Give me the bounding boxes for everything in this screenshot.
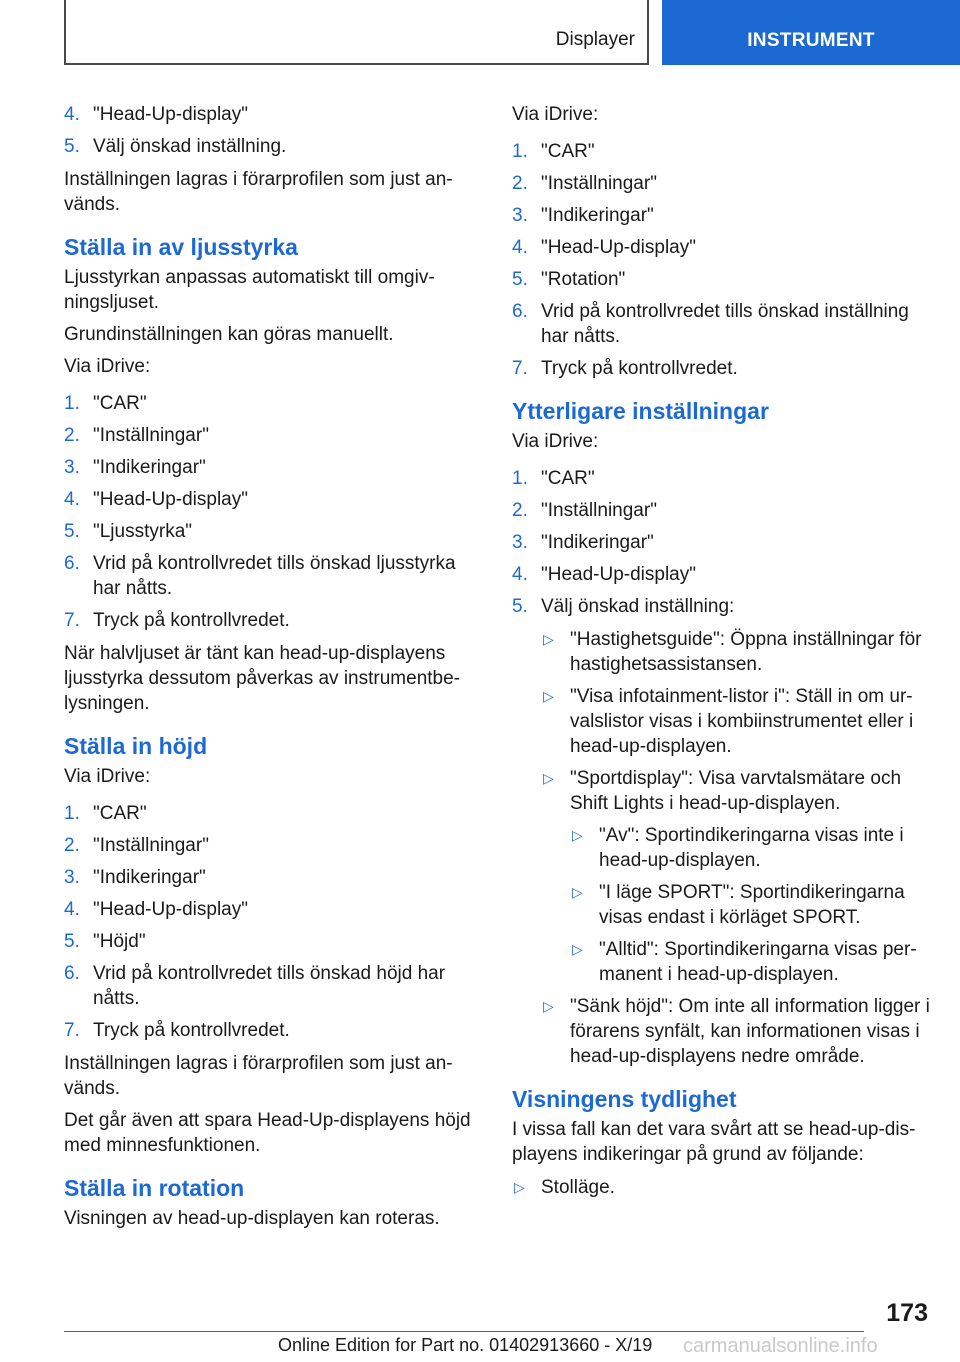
section-heading-brightness: Ställa in av ljusstyrka bbox=[64, 234, 298, 260]
list-item: 4. "Head-Up-display" bbox=[64, 899, 248, 920]
list-item: 2. "Inställningar" bbox=[64, 835, 209, 856]
watermark: carmanualsonline.info bbox=[683, 1335, 878, 1357]
step-number: 3. bbox=[512, 205, 528, 226]
list-item: ▷ "Hastighetsguide": Öppna inställningar för hastighetsassistansen. bbox=[543, 629, 922, 675]
step-number: 2. bbox=[512, 173, 528, 194]
step-number: 2. bbox=[64, 425, 80, 446]
list-item: 3. "Indikeringar" bbox=[64, 867, 206, 888]
step-number: 6. bbox=[512, 301, 528, 322]
paragraph: Grundinställningen kan göras manuellt. bbox=[64, 324, 394, 345]
list-item: 5. Välj önskad inställning. bbox=[64, 136, 287, 157]
list-item: ▷ "Visa infotainment-listor i": Ställ in om ur-valslistor visas i kombiinstrumentet eller i head-up-displayen. bbox=[543, 686, 914, 757]
list-item: 5. "Ljusstyrka" bbox=[64, 521, 193, 542]
options-list bbox=[541, 627, 932, 1069]
step-number: 3. bbox=[64, 867, 80, 888]
list-item: 2. "Inställningar" bbox=[512, 500, 657, 521]
triangle-bullet-icon: ▷ bbox=[543, 631, 554, 647]
paragraph: Via iDrive: bbox=[64, 766, 151, 787]
triangle-bullet-icon: ▷ bbox=[543, 998, 554, 1014]
height-steps bbox=[64, 801, 479, 1043]
step-number: 4. bbox=[64, 899, 80, 920]
list-item: ▷ "Sänk höjd": Om inte all information ligger i förarens synfält, kan informationen visas i head-up-displayens nedre område. bbox=[543, 996, 930, 1067]
page-header bbox=[0, 0, 960, 66]
list-item: 1. "CAR" bbox=[512, 468, 595, 489]
step-number: 1. bbox=[64, 393, 80, 414]
step-number: 6. bbox=[64, 553, 80, 574]
step-number: 5. bbox=[64, 136, 80, 157]
step-number: 3. bbox=[64, 457, 80, 478]
step-number: 4. bbox=[512, 237, 528, 258]
step-number: 1. bbox=[512, 141, 528, 162]
paragraph: Det går även att spara Head-Up-displayens höjd med minnesfunktionen. bbox=[64, 1110, 471, 1156]
list-item: 5. "Höjd" bbox=[64, 931, 146, 952]
header-chapter-tab: INSTRUMENT bbox=[662, 0, 960, 65]
list-item: 4. "Head-Up-display" bbox=[512, 237, 696, 258]
list-item: 1. "CAR" bbox=[64, 393, 147, 414]
footer-divider bbox=[64, 1331, 864, 1332]
step-number: 4. bbox=[64, 489, 80, 510]
paragraph: I vissa fall kan det vara svårt att se head-up-dis-playens indikeringar på grund av följande: bbox=[512, 1119, 916, 1165]
triangle-bullet-icon: ▷ bbox=[514, 1179, 525, 1195]
footer-edition: Online Edition for Part no. 01402913660 - X/19 bbox=[278, 1335, 653, 1355]
list-item: 2. "Inställningar" bbox=[64, 425, 209, 446]
step-number: 7. bbox=[64, 1020, 80, 1041]
step-number: 5. bbox=[64, 521, 80, 542]
list-item: 4. "Head-Up-display" bbox=[512, 564, 696, 585]
step-number: 5. bbox=[512, 269, 528, 290]
step-number: 4. bbox=[64, 104, 80, 125]
list-item: 3. "Indikeringar" bbox=[512, 205, 654, 226]
list-item: 6. Vrid på kontrollvredet tills önskad höjd har nåtts. bbox=[64, 963, 446, 1009]
right-column bbox=[512, 102, 932, 1207]
step-number: 7. bbox=[64, 610, 80, 631]
step-number: 1. bbox=[64, 803, 80, 824]
list-item: 6. Vrid på kontrollvredet tills önskad inställning har nåtts. bbox=[512, 301, 909, 347]
list-item: 6. Vrid på kontrollvredet tills önskad ljusstyrka har nåtts. bbox=[64, 553, 456, 599]
list-item: 7. Tryck på kontrollvredet. bbox=[64, 1020, 290, 1041]
paragraph: Via iDrive: bbox=[512, 431, 599, 452]
list-item: 1. "CAR" bbox=[64, 803, 147, 824]
step-number: 1. bbox=[512, 468, 528, 489]
list-item: ▷ "I läge SPORT": Sportindikeringarna visas endast i körläget SPORT. bbox=[572, 882, 905, 928]
visibility-list bbox=[512, 1175, 932, 1200]
paragraph: Visningen av head-up-displayen kan roteras. bbox=[64, 1208, 440, 1229]
triangle-bullet-icon: ▷ bbox=[572, 884, 583, 900]
triangle-bullet-icon: ▷ bbox=[543, 770, 554, 786]
step-number: 2. bbox=[512, 500, 528, 521]
step-number: 7. bbox=[512, 358, 528, 379]
sport-options-list bbox=[570, 823, 932, 987]
rotation-steps bbox=[512, 139, 932, 381]
section-heading-rotation: Ställa in rotation bbox=[64, 1175, 245, 1201]
list-item: ▷ Stolläge. bbox=[514, 1177, 615, 1198]
page-number: 173 bbox=[886, 1299, 928, 1327]
step-number: 5. bbox=[512, 596, 528, 617]
list-item: 5. Välj önskad inställning: ▷ "Hastighetsguide": Öppna inställningar för hastighetsassistansen. ▷ "Visa infotainment-listor i": Ställ in om ur-valslistor visas i kombiinstrumentet eller i head-up-displayen. ▷ "Sportdisplay": Visa varvtalsmätare och Shift Lights i head-up-displayen. ▷ "Av": Sportindikeringarna visas inte i head-up-displayen. ▷ "I läge SPORT": Sportindikeringarna visas endast i körläget SPORT. ▷ "Alltid": Sportindikeringarna visas per-manent i head-up-displayen. ▷ "Sänk höjd": Om inte all information ligger i förarens synfält, kan informationen visas i head-up-displayens nedre område. bbox=[512, 594, 932, 1069]
paragraph: Via iDrive: bbox=[512, 104, 599, 125]
step-number: 5. bbox=[64, 931, 80, 952]
triangle-bullet-icon: ▷ bbox=[572, 941, 583, 957]
section-heading-height: Ställa in höjd bbox=[64, 733, 208, 759]
paragraph: Inställningen lagras i förarprofilen som just an-vänds. bbox=[64, 169, 453, 215]
list-item: 1. "CAR" bbox=[512, 141, 595, 162]
step-number: 2. bbox=[64, 835, 80, 856]
step-number: 4. bbox=[512, 564, 528, 585]
list-item: 4. "Head-Up-display" bbox=[64, 489, 248, 510]
list-item: 3. "Indikeringar" bbox=[512, 532, 654, 553]
more-settings-steps bbox=[512, 466, 932, 1069]
triangle-bullet-icon: ▷ bbox=[572, 827, 583, 843]
left-column bbox=[64, 102, 479, 1238]
list-item: ▷ "Sportdisplay": Visa varvtalsmätare och Shift Lights i head-up-displayen. ▷ "Av": Sportindikeringarna visas inte i head-up-displayen. ▷ "I läge SPORT": Sportindikeringarna visas endast i körläget SPORT. ▷ "Alltid": Sportindikeringarna visas per-manent i head-up-displayen. bbox=[541, 766, 932, 987]
triangle-bullet-icon: ▷ bbox=[543, 688, 554, 704]
step-number: 3. bbox=[512, 532, 528, 553]
list-item: 3. "Indikeringar" bbox=[64, 457, 206, 478]
list-item: 2. "Inställningar" bbox=[512, 173, 657, 194]
list-item: 4. "Head-Up-display" bbox=[64, 104, 248, 125]
paragraph: Ljusstyrkan anpassas automatiskt till omgiv-ningsljuset. bbox=[64, 267, 435, 313]
list-item: 5. "Rotation" bbox=[512, 269, 626, 290]
intro-steps bbox=[64, 102, 479, 159]
header-section-title: Displayer bbox=[555, 29, 635, 50]
step-number: 6. bbox=[64, 963, 80, 984]
paragraph: När halvljuset är tänt kan head-up-displayens ljusstyrka dessutom påverkas av instrumentbe-lysningen. bbox=[64, 643, 460, 714]
section-heading-more-settings: Ytterligare inställningar bbox=[512, 398, 769, 424]
paragraph: Via iDrive: bbox=[64, 356, 151, 377]
list-item: 7. Tryck på kontrollvredet. bbox=[64, 610, 290, 631]
list-item: ▷ "Av": Sportindikeringarna visas inte i head-up-displayen. bbox=[572, 825, 904, 871]
paragraph: Inställningen lagras i förarprofilen som just an-vänds. bbox=[64, 1053, 453, 1099]
list-item: ▷ "Alltid": Sportindikeringarna visas per-manent i head-up-displayen. bbox=[572, 939, 917, 985]
section-heading-visibility: Visningens tydlighet bbox=[512, 1086, 737, 1112]
list-item: 7. Tryck på kontrollvredet. bbox=[512, 358, 738, 379]
brightness-steps bbox=[64, 391, 479, 633]
